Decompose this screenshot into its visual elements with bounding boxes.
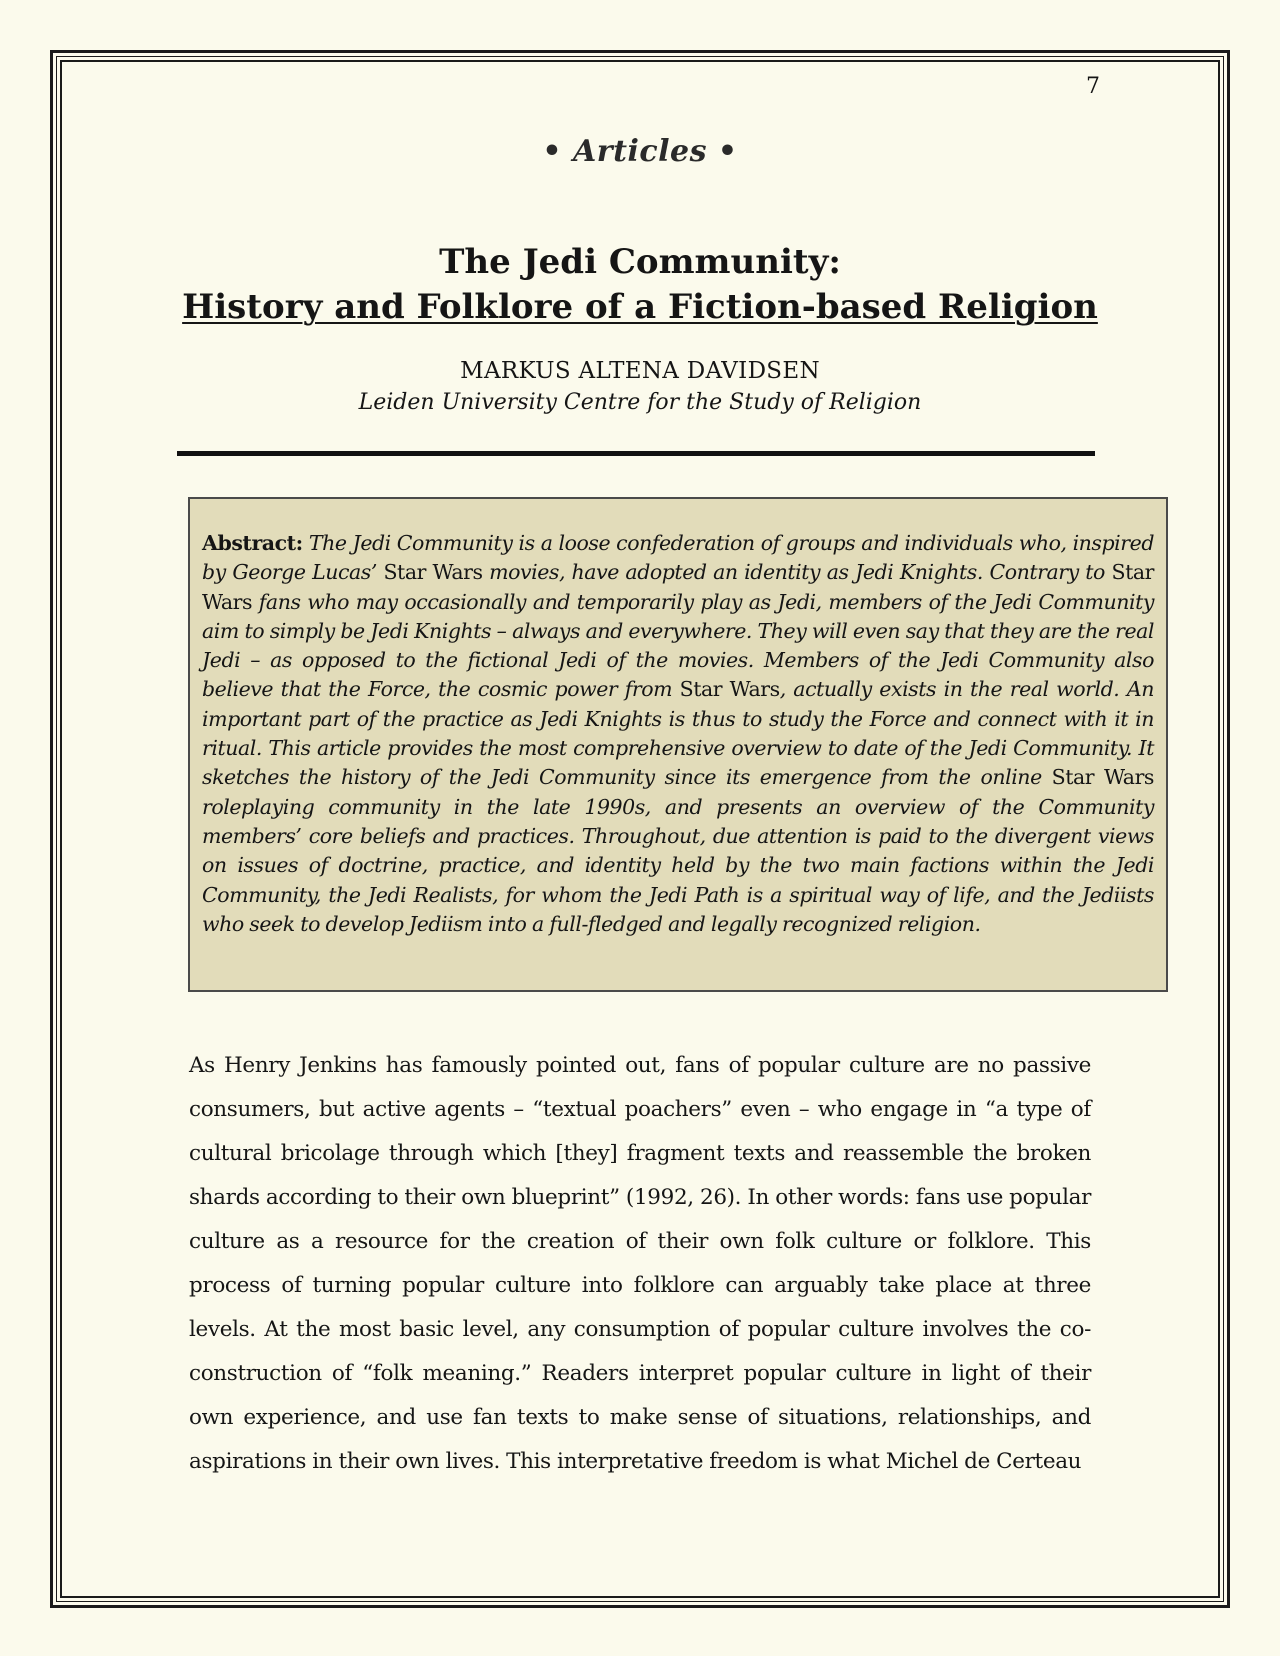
abstract-segment: The Jedi Community is a loose confederation of groups and individuals who, inspired by George Lucas’ xyxy=(202,531,1154,585)
abstract-box xyxy=(188,497,1168,992)
abstract-segment: movies, have adopted an identity as Jedi Knights. Contrary to xyxy=(482,560,1112,585)
article-title: The Jedi Community: xyxy=(439,242,841,282)
page-number: 7 xyxy=(1086,74,1100,99)
abstract-segment: fans who may occasionally and temporarily play as Jedi, members of the Jedi Community aim to simply be Jedi Knights – always and everywhere. They will even say that they are the real Jedi – as opposed to the fictional Jedi of the movies. Members of the Jedi Community also believe that the Force, the cosmic power from xyxy=(202,589,1154,702)
abstract-segment: roleplaying community in the late 1990s, and presents an overview of the Community members’ core beliefs and practices. Throughout, due attention is paid to the divergent views on issues of doctrine, practice, and identity held by the two main factions within the Jedi Community, the Jedi Realists, for whom the Jedi Path is a spiritual way of life, and the Jediists who seek to develop Jediism into a full-fledged and legally recognized religion. xyxy=(202,794,1154,936)
abstract-label: Abstract: xyxy=(202,531,303,555)
abstract-segment: , actually exists in the real world. An important part of the practice as Jedi Knights is thus to study the Force and connect with it in ritual. This article provides the most comprehensive overview to date of the Jedi Community. It sketches the history of the Jedi Community since its emergence from the online xyxy=(202,677,1154,790)
abstract-film-title: Star Wars xyxy=(1051,765,1154,790)
author-affiliation: Leiden University Centre for the Study of Religion xyxy=(358,390,922,415)
body-paragraph: As Henry Jenkins has famously pointed out, fans of popular culture are no passive consumers, but active agents – “textual poachers” even – who engage in “a type of cultural bricolage through which [they] fragment texts and reassemble the broken shards according to their own blueprint” (1992, 26). In other words: fans use popular culture as a resource for the creation of their own folk culture or folklore. This process of turning popular culture into folklore can arguably take place at three levels. At the most basic level, any consumption of popular culture involves the co-construction of “folk meaning.” Readers interpret popular culture in light of their own experience, and use fan texts to make sense of situations, relationships, and aspirations in their own lives. This interpretative freedom is what Michel de Certeau xyxy=(189,1053,1091,1474)
abstract-film-title: Star Wars xyxy=(202,560,1154,614)
abstract-film-title: Star Wars xyxy=(383,560,483,585)
title-divider xyxy=(177,451,1095,456)
author-name: MARKUS ALTENA DAVIDSEN xyxy=(460,358,820,384)
article-subtitle: History and Folklore of a Fiction-based Religion xyxy=(182,287,1098,327)
abstract-film-title: Star Wars xyxy=(679,677,780,702)
section-label: • Articles • xyxy=(542,134,738,169)
abstract-text xyxy=(202,529,1154,939)
